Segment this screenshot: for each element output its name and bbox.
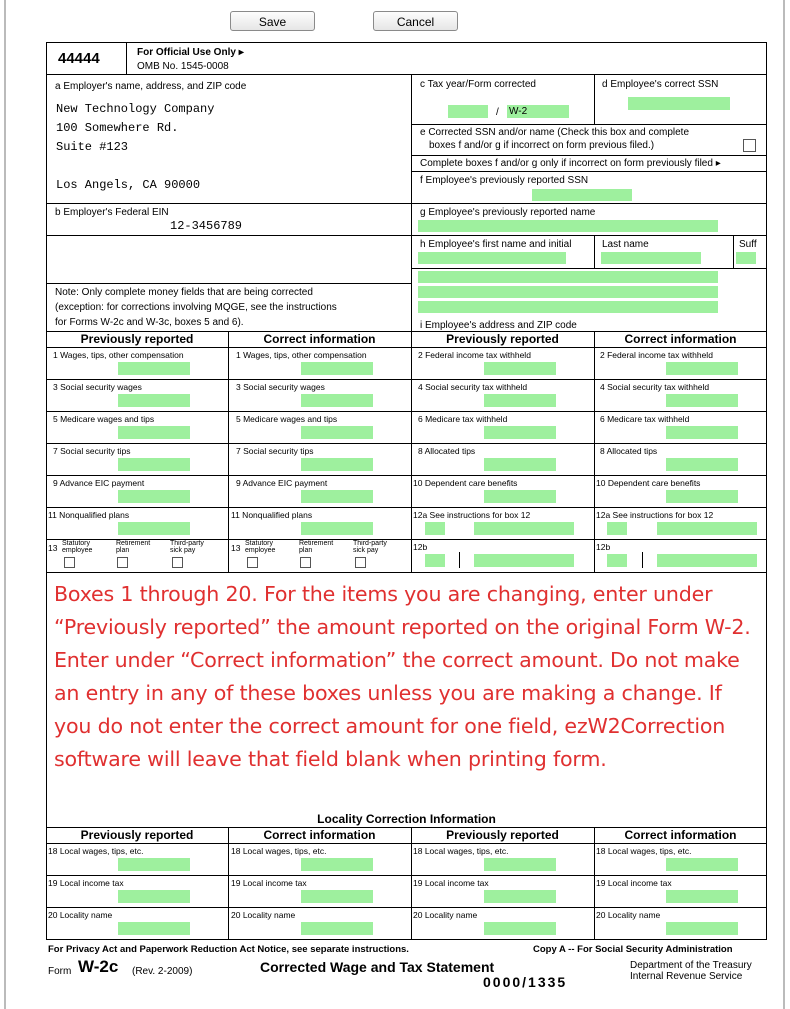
box2-prev-label: 2 Federal income tax withheld	[418, 350, 531, 360]
box20-prev1-input[interactable]	[118, 922, 190, 935]
box19-correct2-label: 19 Local income tax	[596, 878, 672, 888]
tax-year-slash: /	[496, 107, 499, 118]
box13-correct-label: 13	[231, 543, 241, 553]
box19-prev1-label: 19 Local income tax	[48, 878, 124, 888]
form-name: W-2c	[78, 957, 119, 976]
box9-correct-label: 9 Advance EIC payment	[236, 478, 328, 488]
box12a-prev-code[interactable]	[425, 522, 445, 535]
correct-ssn-label: d Employee's correct SSN	[602, 79, 719, 90]
box7-correct-input[interactable]	[301, 458, 373, 471]
form-code: 44444	[58, 50, 100, 67]
box5-correct-input[interactable]	[301, 426, 373, 439]
box18-correct1-input[interactable]	[301, 858, 373, 871]
box12a-prev-amount[interactable]	[474, 522, 574, 535]
box20-prev2-label: 20 Locality name	[413, 910, 478, 920]
col-header-correct-1: Correct information	[263, 332, 376, 346]
box7-prev-input[interactable]	[118, 458, 190, 471]
suffix-label: Suff	[739, 239, 757, 250]
box6-correct-label: 6 Medicare tax withheld	[600, 414, 690, 424]
locality-title: Locality Correction Information	[317, 812, 496, 826]
box9-prev-label: 9 Advance EIC payment	[53, 478, 145, 488]
box3-correct-label: 3 Social security wages	[236, 382, 325, 392]
privacy-notice: For Privacy Act and Paperwork Reduction Act Notice, see separate instructions.	[48, 944, 409, 955]
box8-prev-label: 8 Allocated tips	[418, 446, 476, 456]
box1-prev-input[interactable]	[118, 362, 190, 375]
form-corrected-input[interactable]: W-2	[507, 105, 569, 118]
box6-prev-label: 6 Medicare tax withheld	[418, 414, 508, 424]
box12b-correct-label: 12b	[596, 542, 611, 552]
box11-prev-input[interactable]	[118, 522, 190, 535]
box6-prev-input[interactable]	[484, 426, 556, 439]
box20-correct2-label: 20 Locality name	[596, 910, 661, 920]
corrected-ssn-label: e Corrected SSN and/or name (Check this box and complete	[420, 127, 690, 138]
box4-prev-label: 4 Social security tax withheld	[418, 382, 528, 392]
copy-a-label: Copy A -- For Social Security Administration	[533, 944, 733, 955]
box13-correct-retirement-checkbox[interactable]	[300, 557, 311, 568]
employer-ein-label: b Employer's Federal EIN	[55, 207, 169, 218]
form-number: 0000/1335	[483, 974, 568, 990]
box13-prev-thirdparty-checkbox[interactable]	[172, 557, 183, 568]
last-name-input[interactable]	[601, 252, 701, 264]
box8-correct-input[interactable]	[666, 458, 738, 471]
box13-correct-thirdparty-checkbox[interactable]	[355, 557, 366, 568]
col-header-correct-2: Correct information	[624, 332, 737, 346]
box1-prev-label: 1 Wages, tips, other compensation	[53, 350, 184, 360]
employer-ein[interactable]: 12-3456789	[170, 219, 243, 233]
box13-prev-statutory-label: Statutory employee	[62, 540, 93, 554]
box9-prev-input[interactable]	[118, 490, 190, 503]
suffix-input[interactable]	[736, 252, 756, 264]
address-line-3-input[interactable]	[418, 301, 718, 313]
box13-prev-label: 13	[48, 543, 58, 553]
box1-correct-input[interactable]	[301, 362, 373, 375]
box12a-correct-label: 12a See instructions for box 12	[596, 510, 714, 520]
dept-treasury: Department of the Treasury	[630, 960, 752, 971]
box11-prev-label: 11 Nonqualified plans	[48, 510, 130, 520]
box12b-prev-code[interactable]	[425, 554, 445, 567]
box13-prev-retirement-label: Retirement plan	[116, 540, 151, 554]
prev-name-input[interactable]	[418, 220, 718, 232]
instructions-text: Boxes 1 through 20. For the items you are changing, enter under “Previously reported” the amount reported on the original Form W-2. Enter under “Correct information” the correct amount. Do not make an entry in any of these boxes unless you are making a change. If you do not enter the correct amount for one field, ezW2Correction software will leave that field blank when printing form.	[54, 582, 751, 771]
box12b-correct-amount[interactable]	[657, 554, 757, 567]
box10-correct-input[interactable]	[666, 490, 738, 503]
box4-prev-input[interactable]	[484, 394, 556, 407]
tax-year-input[interactable]	[448, 105, 488, 118]
employer-line-2[interactable]: 100 Somewhere Rd.	[56, 121, 179, 135]
last-name-label: Last name	[602, 239, 649, 250]
box3-prev-label: 3 Social security wages	[53, 382, 142, 392]
prev-ssn-input[interactable]	[532, 189, 632, 201]
address-line-1-input[interactable]	[418, 271, 718, 283]
address-label: i Employee's address and ZIP code	[420, 320, 577, 331]
correct-ssn-input[interactable]	[628, 97, 730, 110]
irs-label: Internal Revenue Service	[630, 971, 743, 982]
box19-correct2-input[interactable]	[666, 890, 738, 903]
box2-correct-label: 2 Federal income tax withheld	[600, 350, 713, 360]
box18-prev2-input[interactable]	[484, 858, 556, 871]
prev-name-label: g Employee's previously reported name	[420, 207, 596, 218]
loc-header-prev-2: Previously reported	[446, 828, 559, 842]
box12a-correct-amount[interactable]	[657, 522, 757, 535]
box2-prev-input[interactable]	[484, 362, 556, 375]
box13-prev-retirement-checkbox[interactable]	[117, 557, 128, 568]
box5-prev-input[interactable]	[118, 426, 190, 439]
box12b-prev-label: 12b	[413, 542, 428, 552]
box1-correct-label: 1 Wages, tips, other compensation	[236, 350, 367, 360]
box4-correct-input[interactable]	[666, 394, 738, 407]
box11-correct-label: 11 Nonqualified plans	[231, 510, 313, 520]
box13-correct-statutory-label: Statutory employee	[245, 540, 276, 554]
box10-correct-label: 10 Dependent care benefits	[596, 478, 701, 488]
first-name-label: h Employee's first name and initial	[420, 239, 572, 250]
form-title: Corrected Wage and Tax Statement	[260, 959, 495, 975]
box12b-correct-code[interactable]	[607, 554, 627, 567]
box12a-prev-label: 12a See instructions for box 12	[413, 510, 531, 520]
box13-correct-thirdparty-label: Third-party sick pay	[353, 540, 387, 554]
omb-number: OMB No. 1545-0008	[137, 61, 229, 72]
box19-prev1-input[interactable]	[118, 890, 190, 903]
box5-prev-label: 5 Medicare wages and tips	[53, 414, 155, 424]
box12b-prev-amount[interactable]	[474, 554, 574, 567]
box13-correct-retirement-label: Retirement plan	[299, 540, 334, 554]
form-revision: (Rev. 2-2009)	[132, 966, 193, 977]
box7-prev-label: 7 Social security tips	[53, 446, 131, 456]
note-line-2: (exception: for corrections involving MQGE, see the instructions	[55, 302, 337, 313]
box8-correct-label: 8 Allocated tips	[600, 446, 658, 456]
box6-correct-input[interactable]	[666, 426, 738, 439]
box19-correct1-input[interactable]	[301, 890, 373, 903]
box5-correct-label: 5 Medicare wages and tips	[236, 414, 338, 424]
form-word: Form	[48, 966, 72, 977]
box4-correct-label: 4 Social security tax withheld	[600, 382, 710, 392]
box18-prev1-label: 18 Local wages, tips, etc.	[48, 846, 144, 856]
employer-line-3[interactable]: Suite #123	[56, 140, 129, 154]
box18-prev1-input[interactable]	[118, 858, 190, 871]
col-header-prev-2: Previously reported	[446, 332, 559, 346]
box2-correct-input[interactable]	[666, 362, 738, 375]
cancel-button[interactable]: Cancel	[373, 11, 458, 31]
box20-correct2-input[interactable]	[666, 922, 738, 935]
box7-correct-label: 7 Social security tips	[236, 446, 314, 456]
box11-correct-input[interactable]	[301, 522, 373, 535]
box3-prev-input[interactable]	[118, 394, 190, 407]
loc-header-prev-1: Previously reported	[80, 828, 194, 842]
corrected-ssn-checkbox[interactable]	[743, 139, 756, 152]
box8-prev-input[interactable]	[484, 458, 556, 471]
box13-correct-statutory-checkbox[interactable]	[247, 557, 258, 568]
corrected-ssn-label-2: boxes f and/or g if incorrect on form previous filed.)	[429, 140, 655, 151]
box18-correct1-label: 18 Local wages, tips, etc.	[231, 846, 327, 856]
employer-line-4[interactable]: Los Angels, CA 90000	[56, 178, 201, 192]
note-line-1: Note: Only complete money fields that are being corrected	[55, 287, 313, 298]
box20-correct1-input[interactable]	[301, 922, 373, 935]
complete-fg-note: Complete boxes f and/or g only if incorrect on form previously filed ▸	[420, 158, 721, 169]
box19-prev2-input[interactable]	[484, 890, 556, 903]
first-name-input[interactable]	[418, 252, 566, 264]
box13-prev-thirdparty-label: Third-party sick pay	[170, 540, 204, 554]
instructions-overlay	[48, 574, 760, 822]
box18-correct2-input[interactable]	[666, 858, 738, 871]
box10-prev-input[interactable]	[484, 490, 556, 503]
box19-correct1-label: 19 Local income tax	[231, 878, 307, 888]
loc-header-correct-1: Correct information	[263, 828, 376, 842]
box20-prev1-label: 20 Locality name	[48, 910, 113, 920]
employer-name-label: a Employer's name, address, and ZIP code	[55, 81, 247, 92]
official-use-label: For Official Use Only ▸	[137, 47, 244, 58]
employer-line-1[interactable]: New Technology Company	[56, 102, 215, 116]
box9-correct-input[interactable]	[301, 490, 373, 503]
box3-correct-input[interactable]	[301, 394, 373, 407]
box18-prev2-label: 18 Local wages, tips, etc.	[413, 846, 509, 856]
box12a-correct-code[interactable]	[607, 522, 627, 535]
box20-prev2-input[interactable]	[484, 922, 556, 935]
box19-prev2-label: 19 Local income tax	[413, 878, 489, 888]
tax-year-label: c Tax year/Form corrected	[420, 79, 536, 90]
save-button[interactable]: Save	[230, 11, 315, 31]
box20-correct1-label: 20 Locality name	[231, 910, 296, 920]
box18-correct2-label: 18 Local wages, tips, etc.	[596, 846, 692, 856]
box13-prev-statutory-checkbox[interactable]	[64, 557, 75, 568]
address-line-2-input[interactable]	[418, 286, 718, 298]
prev-ssn-label: f Employee's previously reported SSN	[420, 175, 589, 186]
col-header-prev-1: Previously reported	[80, 332, 194, 346]
box10-prev-label: 10 Dependent care benefits	[413, 478, 518, 488]
loc-header-correct-2: Correct information	[624, 828, 737, 842]
note-line-3: for Forms W-2c and W-3c, boxes 5 and 6).	[55, 317, 244, 328]
